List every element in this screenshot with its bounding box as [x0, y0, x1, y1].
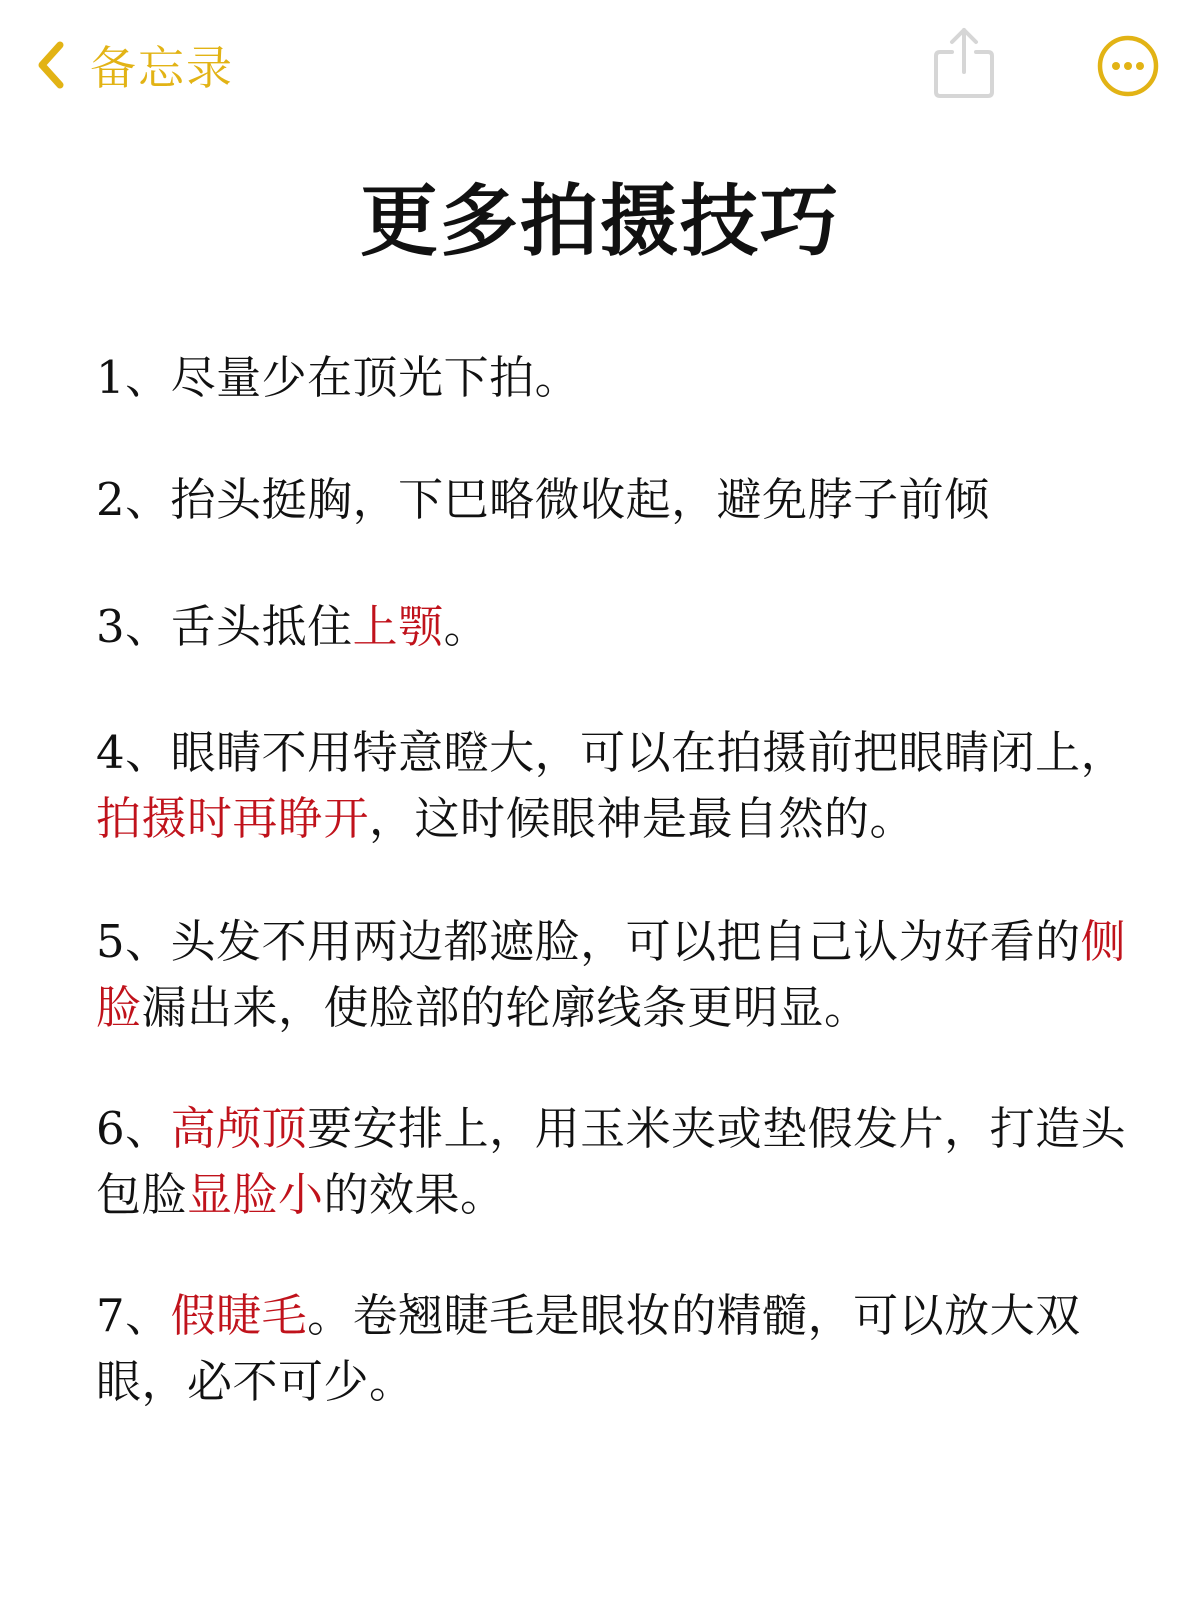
- list-item-7: [96, 1283, 1136, 1415]
- item-text: 1、尽量少在顶光下拍。: [96, 351, 581, 404]
- item-text: 漏出来，使脸部的轮廓线条更明显。: [141, 981, 870, 1034]
- highlight-text: 拍摄时再睁开: [96, 792, 370, 845]
- list-item-6: [96, 1096, 1136, 1228]
- item-text: 要安排上，用玉米夹或垫假发片，打造头包脸: [96, 1102, 1127, 1221]
- item-text: 4、眼睛不用特意瞪大，可以在拍摄前把眼睛闭上，: [96, 726, 1127, 779]
- item-text: 6、: [96, 1102, 171, 1155]
- share-icon[interactable]: [932, 24, 996, 100]
- highlight-text: 高颅顶: [170, 1102, 308, 1155]
- item-text: ，这时候眼神是最自然的。: [369, 792, 916, 845]
- item-text: 2、抬头挺胸，下巴略微收起，避免脖子前倾: [96, 473, 990, 526]
- more-icon[interactable]: [1096, 34, 1160, 98]
- nav-bar: [0, 0, 1200, 130]
- list-item-5: [96, 909, 1136, 1041]
- list-item-1: [96, 345, 1136, 411]
- highlight-text: 上颚: [352, 600, 444, 653]
- item-text: 。: [443, 600, 490, 653]
- highlight-text: 假睫毛: [170, 1289, 308, 1342]
- item-text: 3、舌头抵住: [96, 600, 353, 653]
- item-text: 的效果。: [323, 1168, 506, 1221]
- item-text: 。卷翘睫毛是眼妆的精髓，可以放大双眼，必不可少。: [96, 1289, 1081, 1408]
- list-item-2: [96, 467, 1136, 533]
- highlight-text: 侧脸: [96, 915, 1127, 1034]
- list-item-4: [96, 720, 1136, 852]
- note-title: 更多拍摄技巧: [359, 176, 840, 267]
- item-text: 5、头发不用两边都遮脸，可以把自己认为好看的: [96, 915, 1081, 968]
- item-text: 7、: [96, 1289, 171, 1342]
- highlight-text: 显脸小: [187, 1168, 324, 1221]
- back-button[interactable]: [36, 30, 234, 100]
- back-label: 备忘录: [90, 41, 234, 95]
- chevron-left-icon: [36, 40, 66, 90]
- list-item-3: [96, 594, 1136, 660]
